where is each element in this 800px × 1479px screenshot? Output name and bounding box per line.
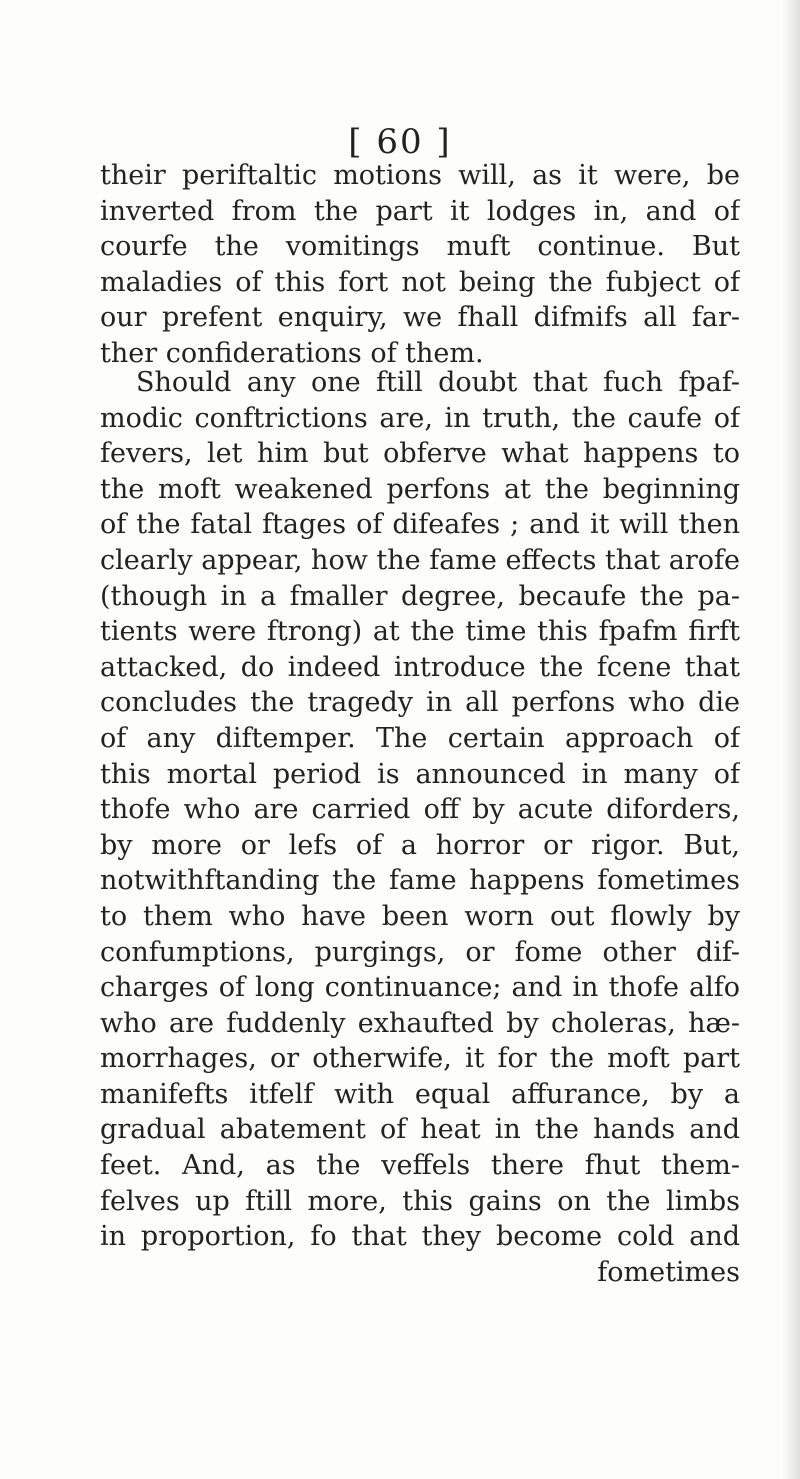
catchword: fometimes (597, 1256, 740, 1288)
text-line: feet. And, as the veffels there fhut them- (100, 1150, 740, 1182)
text-line: Should any one ftill doubt that fuch fpaf- (136, 367, 740, 398)
text-line: by more or lefs of a horror or rigor. But, (100, 829, 740, 861)
text-line: (though in a fmaller degree, becaufe the pa- (100, 580, 740, 612)
text-line: fevers, let him but obferve what happens to (100, 438, 740, 470)
text-line: maladies of this fort not being the fubject of (100, 266, 740, 298)
text-line: modic conftrictions are, in truth, the caufe of (100, 402, 740, 434)
text-line: concludes the tragedy in all perfons who die (100, 687, 740, 719)
text-line: clearly appear, how the fame effects that arofe (100, 544, 740, 576)
text-line: notwithftanding the fame happens fometimes (100, 865, 740, 897)
text-line: this mortal period is announced in many of (100, 758, 740, 790)
page-number: [ 60 ] (348, 122, 452, 162)
text-line: charges of long continuance; and in thofe alfo (100, 972, 740, 1004)
text-line: of any diftemper. The certain approach of (100, 722, 740, 754)
text-line: to them who have been worn out flowly by (100, 900, 740, 932)
paragraph-2 (100, 365, 740, 1290)
text-line: morrhages, or otherwife, it for the moft part (100, 1043, 740, 1075)
text-line: felves up ftill more, this gains on the limbs (100, 1185, 740, 1217)
page-edge-shadow (782, 0, 800, 1479)
text-line: our prefent enquiry, we fhall difmifs all far- (100, 302, 740, 334)
text-line: of the fatal ftages of difeafes ; and it will then (100, 509, 740, 541)
text-line: tients were ftrong) at the time this fpafm firft (100, 616, 740, 648)
text-line: who are fuddenly exhaufted by choleras, hæ- (100, 1007, 740, 1039)
text-line: in proportion, fo that they become cold and (100, 1221, 740, 1253)
text-line: attacked, do indeed introduce the fcene that (100, 651, 740, 683)
text-line: gradual abatement of heat in the hands and (100, 1114, 740, 1146)
text-line: ther confiderations of them. (100, 337, 484, 369)
text-line: inverted from the part it lodges in, and of (100, 195, 740, 227)
text-line: thofe who are carried off by acute diforders, (100, 794, 740, 826)
text-line: their periftaltic motions will, as it were, be (100, 160, 740, 191)
paragraph-1 (100, 158, 740, 372)
text-line: the moft weakened perfons at the beginning (100, 473, 740, 505)
text-line: confumptions, purgings, or fome other dif- (100, 936, 740, 968)
text-line: courfe the vomitings muft continue. But (100, 231, 740, 263)
text-line: manifefts itfelf with equal affurance, by a (100, 1078, 740, 1110)
